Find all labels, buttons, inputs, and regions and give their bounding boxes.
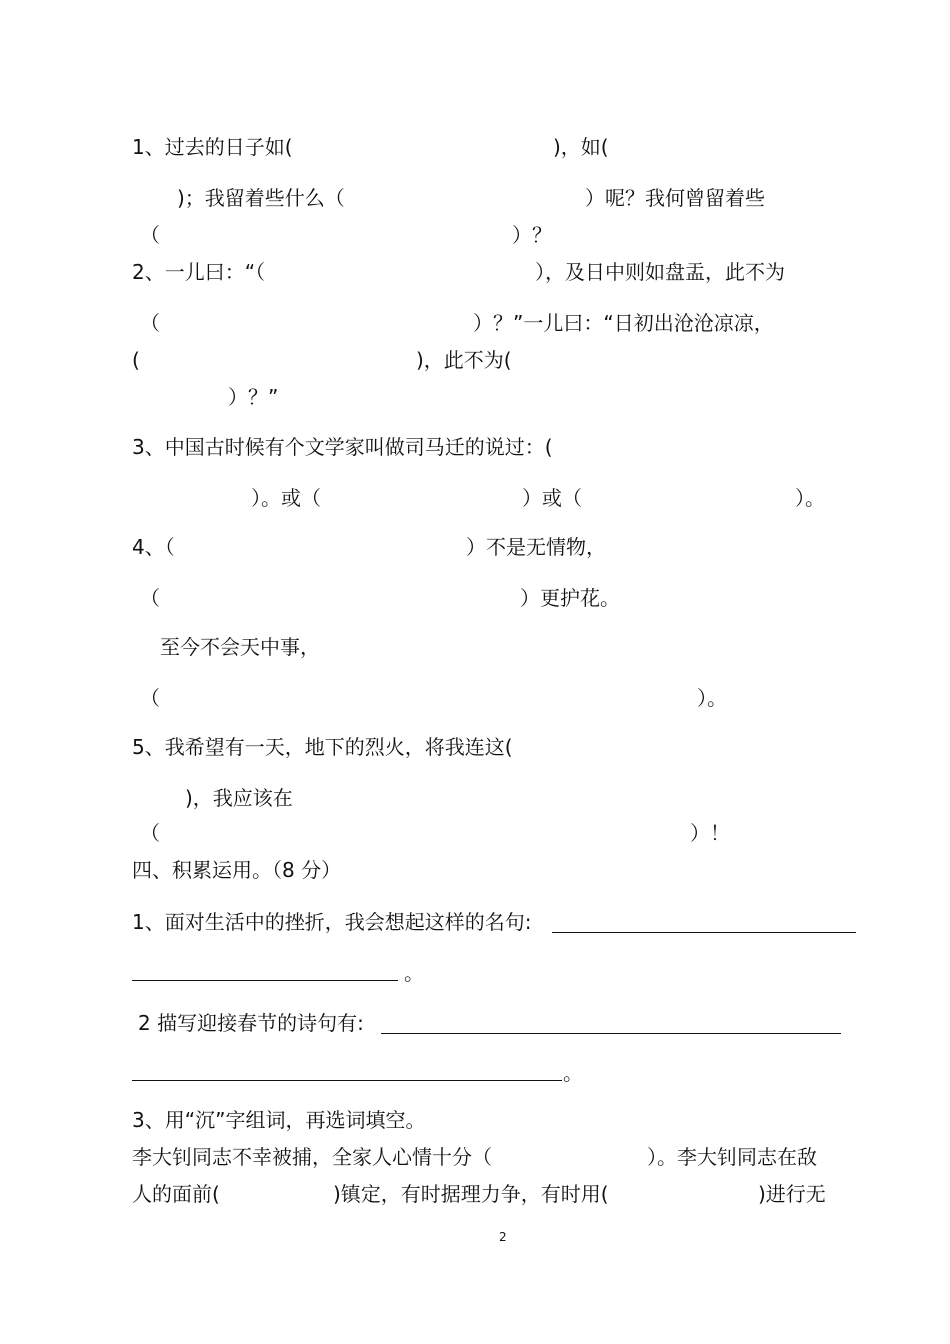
s4-q2-answer-line-2[interactable] [132,1080,562,1081]
q3-line1-text: 3、中国古时候有个文学家叫做司马迁的说过：( [132,435,553,459]
q5-line3-text-b: ）！ [690,821,730,845]
q2-line2-text: （ [140,311,160,335]
q2-line3-text: ( [132,348,140,372]
s4-q3-para-line2-c: )进行无 [758,1182,826,1206]
s4-q1-answer-line-2[interactable] [132,980,398,981]
q5-line2-text: )，我应该在 [185,786,293,810]
s4-q3-para-line2: 人的面前( [132,1182,220,1206]
q4-line3-text: 至今不会天中事， [160,635,320,659]
q1-line1-text: 1、过去的日子如( [132,135,293,159]
s4-q1-text: 1、面对生活中的挫折，我会想起这样的名句: [132,910,532,934]
q2-line1-text-b: ），及日中则如盘盂，此不为 [535,260,785,284]
s4-q2-end-period: 。 [563,1061,583,1085]
s4-q1-answer-line-1[interactable] [552,932,856,933]
q4-line4-text: （ [140,686,160,710]
q1-line2-text-b: ）呢？我何曾留着些 [585,186,765,210]
q4-line2-text: （ [140,586,160,610]
q4-line1-text-b: ）不是无情物， [466,535,606,559]
s4-q3-para-line2-b: )镇定，有时据理力争，有时用( [333,1182,609,1206]
s4-q1-end-period: 。 [404,961,424,985]
s4-q3-para-line1-b: ）。李大钊同志在敌 [647,1145,817,1169]
q5-line3-text: （ [140,821,160,845]
s4-q3-text: 3、用“沉”字组词，再选词填空。 [132,1108,426,1132]
s4-q3-para-line1: 李大钊同志不幸被捕，全家人心情十分（ [132,1145,492,1169]
q1-line3-text: （ [140,223,160,247]
q4-line1-text: 4、（ [132,535,175,559]
q1-line3-text-b: ）？ [512,223,552,247]
q4-line4-text-b: ）。 [697,686,727,710]
s4-q2-answer-line-1[interactable] [381,1033,841,1034]
q3-line2-text-c: ）。 [795,486,825,510]
q2-line4-text: ）？” [228,385,279,409]
q4-line2-text-b: ）更护花。 [520,586,620,610]
q5-line1-text: 5、我希望有一天，地下的烈火，将我连这( [132,735,513,759]
q2-line3-text-b: )，此不为( [416,348,512,372]
section-4-heading: 四、积累运用。（8 分） [132,858,342,882]
page-number: 2 [499,1230,507,1244]
q1-line2-text: )；我留着些什么（ [177,186,345,210]
q2-line1-text: 2、一儿曰：“（ [132,260,266,284]
s4-q2-text: 2 描写迎接春节的诗句有: [138,1011,364,1035]
q3-line2-text-b: ）或（ [522,486,582,510]
q2-line2-text-b: ）？”一儿曰：“日初出沧沧凉凉， [473,311,774,335]
q1-line1-text-b: )，如( [553,135,609,159]
q3-line2-text: ）。或（ [251,486,321,510]
